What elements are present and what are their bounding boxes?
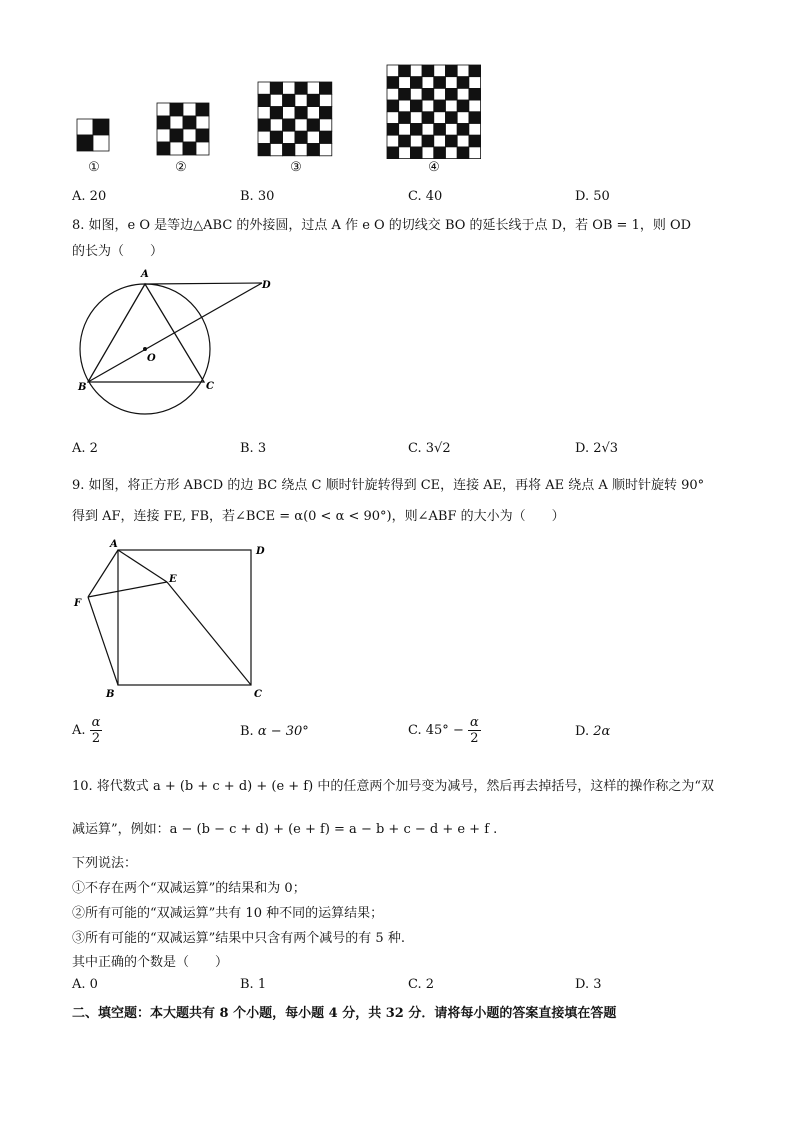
pattern-cell — [422, 124, 434, 136]
pattern-cell — [410, 124, 422, 136]
point-d-label: D — [256, 546, 265, 557]
q10-question: 其中正确的个数是（ ） — [72, 955, 229, 970]
pattern-cell — [399, 147, 411, 159]
pattern-cell — [387, 65, 399, 77]
pattern-cell — [434, 88, 446, 100]
pattern-cell — [283, 94, 295, 106]
point-a-label: A — [141, 269, 149, 280]
pattern-cell — [434, 65, 446, 77]
pattern-4 — [387, 65, 481, 159]
q10-option-a[interactable]: A. 0 — [72, 977, 98, 992]
pattern-cell — [434, 124, 446, 136]
pattern-cell — [446, 77, 458, 89]
pattern-label-2: ② — [175, 160, 187, 175]
pattern-cell — [457, 112, 469, 124]
pattern-cell — [457, 100, 469, 112]
pattern-cell — [410, 77, 422, 89]
pattern-cell — [410, 65, 422, 77]
pattern-cell — [295, 107, 307, 119]
q10-stem-line1: 10. 将代数式 a + (b + c + d) + (e + f) 中的任意两个加号变为减号，然后再去掉括号，这样的操作称之为“双 — [72, 779, 714, 794]
pattern-cell — [270, 107, 282, 119]
pattern-cell — [170, 103, 183, 116]
pattern-cell — [410, 135, 422, 147]
q7-option-d[interactable]: D. 50 — [575, 189, 610, 204]
pattern-cell — [469, 88, 481, 100]
pattern-cell — [422, 112, 434, 124]
pattern-cell — [295, 82, 307, 94]
pattern-cell — [307, 107, 319, 119]
pattern-cell — [446, 88, 458, 100]
q8-option-a[interactable]: A. 2 — [72, 441, 98, 456]
pattern-cell — [320, 144, 332, 156]
q8-stem-line1: 8. 如图，e O 是等边△ABC 的外接圆，过点 A 作 e O 的切线交 BO 的延长线于点 D，若 OB = 1，则 OD — [72, 218, 692, 233]
q9-option-a[interactable]: A. $\frac{\alpha}{2}$ — [72, 715, 101, 746]
pattern-cell — [399, 124, 411, 136]
pattern-cell — [457, 135, 469, 147]
pattern-cell — [399, 100, 411, 112]
pattern-cell — [93, 119, 109, 135]
point-d-label: D — [262, 280, 271, 291]
pattern-cell — [77, 135, 93, 151]
q9-square-figure — [70, 537, 280, 702]
q10-statement-1: ①不存在两个“双减运算”的结果和为 0； — [72, 881, 306, 896]
pattern-cell — [157, 103, 170, 116]
pattern-cell — [295, 94, 307, 106]
pattern-cell — [157, 116, 170, 129]
pattern-cell — [283, 144, 295, 156]
pattern-cell — [434, 147, 446, 159]
q10-intro: 下列说法： — [72, 856, 138, 871]
pattern-cell — [422, 147, 434, 159]
pattern-cell — [399, 88, 411, 100]
pattern-cell — [446, 100, 458, 112]
q9-stem-line1: 9. 如图，将正方形 ABCD 的边 BC 绕点 C 顺时针旋转得到 CE，连接 AE，再将 AE 绕点 A 顺时针旋转 90° — [72, 478, 705, 493]
pattern-cell — [469, 65, 481, 77]
pattern-cell — [196, 116, 209, 129]
pattern-cell — [446, 65, 458, 77]
pattern-cell — [387, 88, 399, 100]
pattern-cell — [295, 131, 307, 143]
q10-stem-line2: 减运算”，例如：a − (b − c + d) + (e + f) = a − b + c − d + e + f . — [72, 822, 498, 837]
pattern-cell — [399, 65, 411, 77]
pattern-cell — [295, 144, 307, 156]
q7-option-c[interactable]: C. 40 — [408, 189, 443, 204]
pattern-cell — [170, 142, 183, 155]
pattern-cell — [258, 107, 270, 119]
pattern-cell — [434, 77, 446, 89]
pattern-label-3: ③ — [290, 160, 302, 175]
pattern-cell — [387, 112, 399, 124]
pattern-cell — [283, 131, 295, 143]
section2-heading: 二、填空题：本大题共有 8 个小题，每小题 4 分，共 32 分．请将每小题的答案直接填在答题 — [72, 1006, 617, 1021]
point-b-label: B — [106, 689, 115, 700]
pattern-cell — [410, 100, 422, 112]
pattern-cell — [307, 119, 319, 131]
point-b-label: B — [78, 382, 87, 393]
pattern-3 — [258, 82, 332, 156]
pattern-cell — [320, 107, 332, 119]
point-f-label: F — [74, 598, 82, 609]
pattern-cell — [469, 112, 481, 124]
q9-stem-line2: 得到 AF，连接 FE, FB，若∠BCE = α(0 < α < 90°)，则∠ABF 的大小为（ ） — [72, 509, 565, 524]
pattern-cell — [410, 88, 422, 100]
pattern-cell — [399, 135, 411, 147]
pattern-cell — [170, 129, 183, 142]
pattern-cell — [196, 142, 209, 155]
pattern-cell — [170, 116, 183, 129]
pattern-cell — [457, 65, 469, 77]
pattern-label-4: ④ — [428, 160, 440, 175]
pattern-cell — [307, 94, 319, 106]
pattern-cell — [157, 129, 170, 142]
pattern-cell — [270, 94, 282, 106]
pattern-cell — [422, 88, 434, 100]
pattern-cell — [258, 119, 270, 131]
pattern-cell — [446, 112, 458, 124]
pattern-cell — [270, 131, 282, 143]
q8-option-b[interactable]: B. 3 — [240, 441, 267, 456]
pattern-cell — [258, 144, 270, 156]
q8-circle-figure — [70, 262, 280, 432]
pattern-cell — [258, 131, 270, 143]
q10-statement-3: ③所有可能的“双减运算”结果中只含有两个减号的有 5 种. — [72, 931, 405, 946]
pattern-cell — [469, 124, 481, 136]
pattern-cell — [457, 124, 469, 136]
pattern-cell — [258, 82, 270, 94]
pattern-cell — [469, 147, 481, 159]
pattern-cell — [307, 144, 319, 156]
pattern-cell — [469, 135, 481, 147]
pattern-cell — [157, 142, 170, 155]
pattern-cell — [387, 124, 399, 136]
pattern-cell — [387, 135, 399, 147]
pattern-cell — [422, 135, 434, 147]
pattern-cell — [434, 100, 446, 112]
pattern-cell — [307, 131, 319, 143]
pattern-cell — [270, 82, 282, 94]
pattern-cell — [387, 77, 399, 89]
pattern-cell — [295, 119, 307, 131]
pattern-cell — [283, 119, 295, 131]
pattern-cell — [320, 131, 332, 143]
pattern-cell — [446, 147, 458, 159]
pattern-cell — [183, 129, 196, 142]
pattern-cell — [320, 94, 332, 106]
pattern-cell — [320, 119, 332, 131]
pattern-cell — [307, 82, 319, 94]
point-a-label: A — [110, 539, 118, 550]
q8-stem-line2: 的长为（ ） — [72, 244, 164, 259]
q10-option-c[interactable]: C. 2 — [408, 977, 435, 992]
pattern-cell — [258, 94, 270, 106]
pattern-cell — [457, 77, 469, 89]
pattern-cell — [77, 119, 93, 135]
point-o-label: O — [147, 353, 156, 364]
pattern-cell — [196, 103, 209, 116]
pattern-2 — [157, 103, 209, 155]
pattern-cell — [183, 103, 196, 116]
pattern-cell — [183, 116, 196, 129]
q7-option-a[interactable]: A. 20 — [72, 189, 107, 204]
pattern-cell — [410, 112, 422, 124]
pattern-cell — [270, 144, 282, 156]
pattern-cell — [446, 135, 458, 147]
pattern-cell — [469, 100, 481, 112]
pattern-cell — [399, 77, 411, 89]
pattern-cell — [387, 147, 399, 159]
q7-pattern-figure — [0, 0, 794, 200]
q9-option-d[interactable]: D. 2α — [575, 724, 611, 739]
pattern-label-1: ① — [88, 160, 100, 175]
pattern-cell — [422, 65, 434, 77]
q10-option-b[interactable]: B. 1 — [240, 977, 267, 992]
pattern-cell — [283, 82, 295, 94]
pattern-cell — [434, 112, 446, 124]
pattern-cell — [320, 82, 332, 94]
pattern-cell — [399, 112, 411, 124]
point-e-label: E — [169, 574, 177, 585]
q10-statement-2: ②所有可能的“双减运算”共有 10 种不同的运算结果； — [72, 906, 384, 921]
pattern-cell — [457, 147, 469, 159]
q10-option-d[interactable]: D. 3 — [575, 977, 602, 992]
point-c-label: C — [206, 381, 214, 392]
pattern-cell — [422, 77, 434, 89]
pattern-cell — [457, 88, 469, 100]
point-c-label: C — [254, 689, 262, 700]
pattern-cell — [434, 135, 446, 147]
q7-option-b[interactable]: B. 30 — [240, 189, 275, 204]
pattern-cell — [422, 100, 434, 112]
q9-option-b[interactable]: B. α − 30° — [240, 724, 309, 739]
pattern-cell — [283, 107, 295, 119]
q9-option-c[interactable]: C. 45° − $\frac{\alpha}{2}$ — [408, 715, 479, 746]
pattern-cell — [410, 147, 422, 159]
pattern-cell — [183, 142, 196, 155]
q8-option-d[interactable]: D. 2√3 — [575, 441, 619, 456]
pattern-1 — [77, 119, 109, 151]
pattern-cell — [196, 129, 209, 142]
q8-option-c[interactable]: C. 3√2 — [408, 441, 451, 456]
pattern-cell — [446, 124, 458, 136]
pattern-cell — [387, 100, 399, 112]
pattern-cell — [93, 135, 109, 151]
pattern-cell — [270, 119, 282, 131]
pattern-cell — [469, 77, 481, 89]
